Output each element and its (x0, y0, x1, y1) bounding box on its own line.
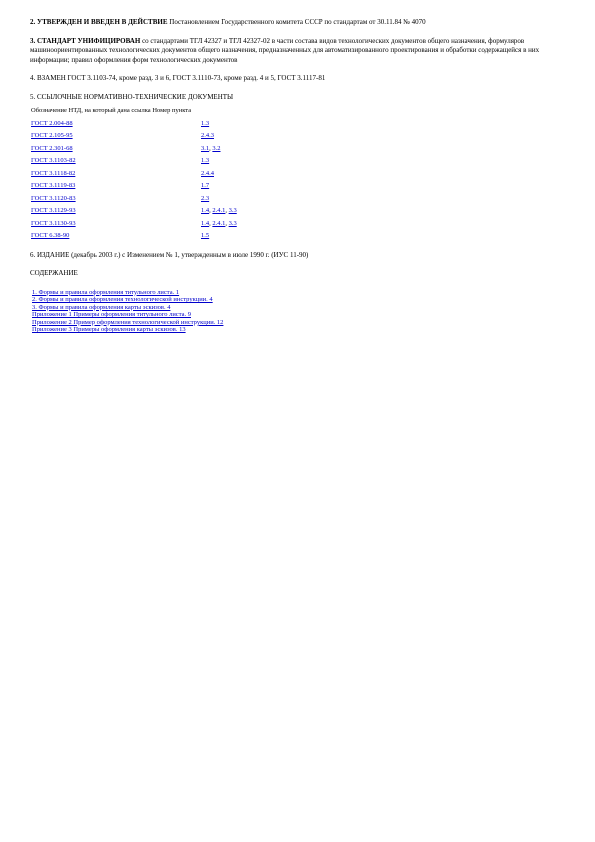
reference-row (31, 205, 237, 218)
reference-point-link[interactable]: 2.4.4 (201, 169, 214, 177)
reference-point-link[interactable]: 1.3 (201, 157, 210, 164)
reference-doc-cell (31, 130, 201, 143)
reference-point-link[interactable]: 1.4 (201, 219, 210, 227)
reference-doc-cell (31, 218, 201, 231)
reference-row (31, 168, 237, 181)
reference-doc-cell (31, 168, 201, 181)
contents-item (32, 319, 570, 327)
contents-item-link[interactable]: 1. Формы и правила оформления титульного листа. 1 (32, 288, 180, 296)
reference-points-cell (201, 130, 237, 143)
contents-title: СОДЕРЖАНИЕ (30, 269, 78, 277)
reference-point-link[interactable]: 2.4.1 (212, 219, 226, 227)
reference-point-link[interactable]: 3.2 (212, 144, 221, 152)
contents-item-link[interactable]: Приложение 1 Примеры оформления титульного листа. 9 (32, 311, 191, 319)
contents-item-link[interactable]: 2. Формы и правила оформления технологической инструкции. 4 (32, 296, 213, 304)
section-unified-text: со стандартами ТГЛ 42327 и ТГЛ 42327-02 в части состава видов технологических документов общего назначения, формуляров машиноориентированных технологических документов общего назначения, предназначенных для автоматизированного проектирования и обработки содержащейся в них информации; правил оформления форм технологических документов (30, 36, 540, 64)
section-approved-text: Постановлением Государственного комитета СССР по стандартам от 30.11.84 № 4070 (167, 18, 426, 26)
section-approved-label: 2. УТВЕРЖДЕН И ВВЕДЕН В ДЕЙСТВИЕ (30, 18, 168, 26)
contents-item (32, 326, 570, 334)
reference-point-link[interactable]: 1.3 (201, 119, 210, 127)
reference-points-cell: 1.4, 2.4.1, 3.3 (201, 219, 237, 227)
reference-row (31, 130, 237, 143)
reference-point-link[interactable]: 1.4 (201, 207, 210, 214)
reference-doc-link[interactable]: ГОСТ 2.105-95 (31, 132, 73, 139)
contents-item (32, 304, 570, 312)
section-unified (30, 37, 570, 66)
section-references-title: 5. ССЫЛОЧНЫЕ НОРМАТИВНО-ТЕХНИЧЕСКИЕ ДОКУМЕНТЫ (30, 92, 234, 101)
section-replaced: 4. ВЗАМЕН ГОСТ 3.1103-74, кроме разд. 3 и 6, ГОСТ 3.1110-73, кроме разд. 4 и 5, ГОСТ 3.1117-81 (30, 74, 326, 82)
reference-point-link[interactable]: 2.4.1 (212, 207, 226, 214)
contents-list (32, 289, 570, 335)
reference-point-link[interactable]: 3.3 (228, 207, 237, 214)
section-unified-label: 3. СТАНДАРТ УНИФИЦИРОВАН (30, 36, 141, 45)
reference-doc-link[interactable]: ГОСТ 3.1120-83 (31, 194, 76, 202)
references-table (31, 105, 237, 243)
contents-item-link[interactable]: Приложение 2 Пример оформления технологической инструкции. 12 (32, 318, 224, 326)
reference-point-link[interactable]: 2.3 (201, 194, 210, 202)
reference-points-cell: 3.1, 3.2 (201, 144, 221, 152)
contents-item (32, 289, 570, 297)
reference-doc-cell (31, 155, 201, 168)
reference-doc-link[interactable]: ГОСТ 2.004-88 (31, 119, 73, 127)
reference-point-link[interactable]: 3.1 (201, 144, 210, 152)
reference-point-link[interactable]: 1.5 (201, 232, 210, 239)
document-page (30, 18, 570, 334)
reference-row (31, 118, 237, 131)
section-edition: 6. ИЗДАНИЕ (декабрь 2003 г.) с Изменением № 1, утвержденным в июле 1990 г. (ИУС 11-90) (30, 250, 309, 259)
reference-row (31, 193, 237, 206)
reference-doc-link[interactable]: ГОСТ 2.301-68 (31, 144, 73, 152)
reference-doc-cell (31, 193, 201, 206)
reference-row (31, 180, 237, 193)
reference-point-link[interactable]: 3.3 (228, 219, 237, 227)
section-approved (30, 18, 570, 28)
reference-doc-cell (31, 180, 201, 193)
reference-doc-cell (31, 205, 201, 218)
contents-item (32, 311, 570, 319)
references-table-body (31, 118, 237, 243)
reference-doc-link[interactable]: ГОСТ 3.1119-83 (31, 182, 76, 189)
reference-row (31, 143, 237, 156)
reference-points-cell (201, 168, 237, 181)
reference-doc-link[interactable]: ГОСТ 6.38-90 (31, 232, 70, 239)
references-table-header: Обозначение НТД, на который дана ссылка Номер пункта (31, 107, 192, 114)
reference-points-cell: 1.4, 2.4.1, 3.3 (201, 207, 237, 214)
reference-point-link[interactable]: 2.4.3 (201, 132, 214, 139)
reference-points-cell (201, 230, 237, 243)
reference-point-link[interactable]: 1.7 (201, 182, 210, 189)
reference-doc-cell (31, 143, 201, 156)
reference-points-cell (201, 193, 237, 206)
reference-points-cell (201, 155, 237, 168)
reference-points-cell (201, 118, 237, 131)
reference-doc-cell (31, 118, 201, 131)
reference-row (31, 230, 237, 243)
reference-doc-link[interactable]: ГОСТ 3.1118-82 (31, 169, 76, 177)
contents-item (32, 296, 570, 304)
reference-doc-cell (31, 230, 201, 243)
reference-points-cell (201, 180, 237, 193)
contents-item-link[interactable]: 3. Формы и правила оформления карты эскизов. 4 (32, 303, 171, 311)
reference-row (31, 218, 237, 231)
reference-doc-link[interactable]: ГОСТ 3.1129-93 (31, 207, 76, 214)
reference-doc-link[interactable]: ГОСТ 3.1103-82 (31, 157, 76, 164)
contents-item-link[interactable]: Приложение 3 Примеры оформления карты эскизов. 13 (32, 326, 186, 334)
reference-doc-link[interactable]: ГОСТ 3.1130-93 (31, 219, 76, 227)
reference-row (31, 155, 237, 168)
